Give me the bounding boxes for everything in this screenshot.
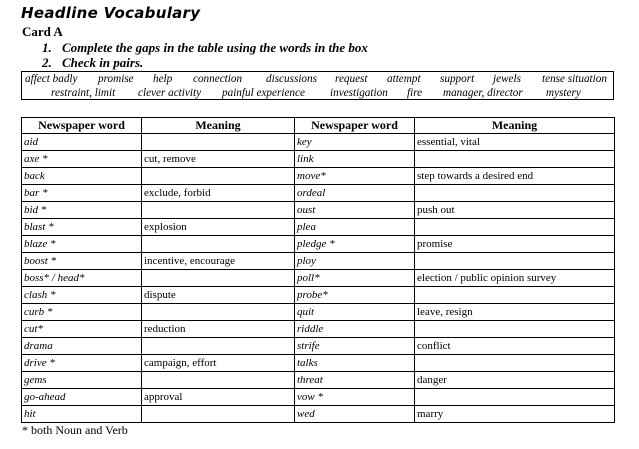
newspaper-word-cell: go-ahead	[22, 389, 142, 406]
meaning-cell	[142, 202, 295, 219]
newspaper-word-cell: wed	[295, 406, 415, 423]
meaning-cell	[415, 253, 615, 270]
meaning-cell: cut, remove	[142, 151, 295, 168]
meaning-cell: election / public opinion survey	[415, 270, 615, 287]
table-row	[22, 287, 615, 304]
newspaper-word-cell: gems	[22, 372, 142, 389]
table-row	[22, 219, 615, 236]
word-box-item: help	[153, 73, 173, 85]
table-row	[22, 372, 615, 389]
meaning-cell: danger	[415, 372, 615, 389]
newspaper-word-cell: clash *	[22, 287, 142, 304]
word-box-item: jewels	[493, 73, 521, 85]
meaning-cell	[415, 355, 615, 372]
newspaper-word-cell: drive *	[22, 355, 142, 372]
meaning-cell: incentive, encourage	[142, 253, 295, 270]
meaning-cell: explosion	[142, 219, 295, 236]
newspaper-word-cell: pledge *	[295, 236, 415, 253]
newspaper-word-cell: boss* / head*	[22, 270, 142, 287]
table-header-row	[22, 118, 615, 134]
table-row	[22, 338, 615, 355]
word-box-item: connection	[193, 73, 243, 85]
meaning-cell: promise	[415, 236, 615, 253]
meaning-cell	[415, 321, 615, 338]
instruction-number: 1.	[42, 40, 52, 55]
table-row	[22, 202, 615, 219]
newspaper-word-cell: poll*	[295, 270, 415, 287]
newspaper-word-cell: drama	[22, 338, 142, 355]
column-header: Newspaper word	[22, 118, 142, 134]
newspaper-word-cell: threat	[295, 372, 415, 389]
word-box	[21, 71, 614, 100]
newspaper-word-cell: axe *	[22, 151, 142, 168]
word-box-item: discussions	[266, 73, 317, 85]
word-box-row	[22, 73, 613, 86]
table-row	[22, 355, 615, 372]
footnote: * both Noun and Verb	[22, 423, 128, 437]
meaning-cell	[415, 219, 615, 236]
word-box-item: clever activity	[138, 87, 202, 99]
word-box-item: investigation	[330, 87, 388, 99]
table-row	[22, 151, 615, 168]
newspaper-word-cell: quit	[295, 304, 415, 321]
table-row	[22, 236, 615, 253]
newspaper-word-cell: riddle	[295, 321, 415, 338]
meaning-cell	[142, 270, 295, 287]
page-title: Headline Vocabulary	[21, 4, 201, 22]
word-box-item: tense situation	[542, 73, 607, 85]
word-box-row	[22, 87, 613, 100]
table-row	[22, 321, 615, 338]
meaning-cell	[142, 304, 295, 321]
meaning-cell	[142, 134, 295, 151]
word-box-item: manager, director	[443, 87, 523, 99]
word-box-item: affect badly	[25, 73, 78, 85]
table-row	[22, 406, 615, 423]
word-box-item: promise	[98, 73, 134, 85]
table-row	[22, 270, 615, 287]
meaning-cell	[415, 185, 615, 202]
meaning-cell	[142, 406, 295, 423]
newspaper-word-cell: key	[295, 134, 415, 151]
meaning-cell	[142, 236, 295, 253]
meaning-cell	[415, 389, 615, 406]
instruction-text: Complete the gaps in the table using the words in the box	[62, 40, 368, 55]
meaning-cell: reduction	[142, 321, 295, 338]
meaning-cell	[415, 287, 615, 304]
table-row	[22, 389, 615, 406]
column-header: Newspaper word	[295, 118, 415, 134]
newspaper-word-cell: aid	[22, 134, 142, 151]
table-row	[22, 134, 615, 151]
newspaper-word-cell: bid *	[22, 202, 142, 219]
meaning-cell: approval	[142, 389, 295, 406]
word-box-item: request	[335, 73, 368, 85]
meaning-cell: exclude, forbid	[142, 185, 295, 202]
instruction-item	[42, 40, 368, 55]
instruction-number: 2.	[42, 55, 52, 70]
meaning-cell: step towards a desired end	[415, 168, 615, 185]
newspaper-word-cell: plea	[295, 219, 415, 236]
newspaper-word-cell: oust	[295, 202, 415, 219]
meaning-cell: campaign, effort	[142, 355, 295, 372]
meaning-cell: marry	[415, 406, 615, 423]
meaning-cell: leave, resign	[415, 304, 615, 321]
newspaper-word-cell: back	[22, 168, 142, 185]
word-box-item: restraint, limit	[51, 87, 116, 99]
newspaper-word-cell: blaze *	[22, 236, 142, 253]
newspaper-word-cell: ordeal	[295, 185, 415, 202]
table-row	[22, 304, 615, 321]
meaning-cell	[142, 372, 295, 389]
newspaper-word-cell: probe*	[295, 287, 415, 304]
newspaper-word-cell: link	[295, 151, 415, 168]
newspaper-word-cell: move*	[295, 168, 415, 185]
word-box-item: attempt	[387, 73, 421, 85]
table-row	[22, 168, 615, 185]
newspaper-word-cell: cut*	[22, 321, 142, 338]
newspaper-word-cell: hit	[22, 406, 142, 423]
instruction-text: Check in pairs.	[62, 55, 144, 70]
meaning-cell: essential, vital	[415, 134, 615, 151]
newspaper-word-cell: curb *	[22, 304, 142, 321]
table-row	[22, 253, 615, 270]
newspaper-word-cell: bar *	[22, 185, 142, 202]
word-box-item: support	[440, 73, 475, 85]
column-header: Meaning	[415, 118, 615, 134]
meaning-cell	[142, 168, 295, 185]
meaning-cell	[415, 151, 615, 168]
card-label: Card A	[22, 24, 63, 39]
instruction-item	[42, 55, 368, 70]
word-box-item: mystery	[546, 87, 581, 99]
newspaper-word-cell: strife	[295, 338, 415, 355]
table-row	[22, 185, 615, 202]
newspaper-word-cell: talks	[295, 355, 415, 372]
newspaper-word-cell: blast *	[22, 219, 142, 236]
word-box-item: painful experience	[222, 87, 305, 99]
newspaper-word-cell: boost *	[22, 253, 142, 270]
meaning-cell: push out	[415, 202, 615, 219]
column-header: Meaning	[142, 118, 295, 134]
newspaper-word-cell: vow *	[295, 389, 415, 406]
meaning-cell	[142, 338, 295, 355]
word-box-item: fire	[407, 87, 423, 99]
vocabulary-table	[21, 117, 615, 423]
instructions-list	[42, 40, 368, 70]
meaning-cell: conflict	[415, 338, 615, 355]
meaning-cell: dispute	[142, 287, 295, 304]
newspaper-word-cell: ploy	[295, 253, 415, 270]
